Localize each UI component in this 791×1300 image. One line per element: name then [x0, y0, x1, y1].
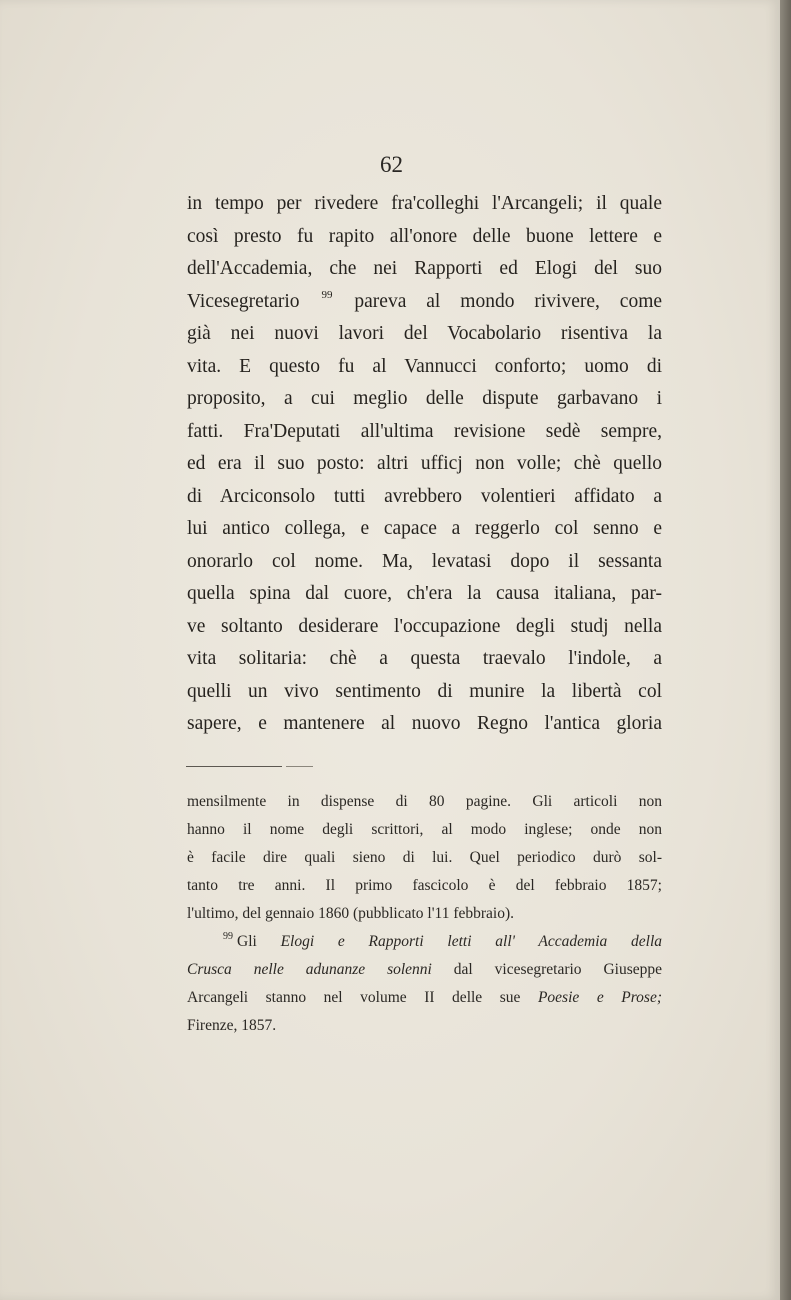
text-fragment: Vicesegretario [187, 290, 300, 312]
footnote-line: è facile dire quali sieno di lui. Quel periodico durò sol- [187, 849, 662, 866]
text-line: lui antico collega, e capace a reggerlo col senno e [187, 518, 662, 539]
italic-title: Poesie e Prose; [537, 989, 662, 1006]
italic-title: Crusca [187, 961, 232, 978]
text-fragment: dal vicesegretario Giuseppe [453, 961, 663, 978]
footnote-99-line [187, 984, 662, 1012]
text-line: ve soltanto desiderare l'occupazione degli studj nella [187, 615, 662, 637]
italic-title: Elogi [280, 933, 315, 950]
footnote-99-line: Firenze, 1857. [187, 1017, 277, 1034]
page-number: 62 [380, 152, 403, 177]
text-fragment: Gli [237, 933, 257, 950]
text-line: onorarlo col nome. Ma, levatasi dopo il sessanta [187, 550, 662, 572]
text-line: quella spina dal cuore, ch'era la causa italiana, par- [187, 583, 662, 604]
footnote-99-line [187, 956, 662, 984]
text-line [187, 286, 662, 319]
main-text [187, 188, 662, 741]
text-line: dell'Accademia, che nei Rapporti ed Elogi del suo [187, 258, 662, 279]
footnote-line: mensilmente in dispense di 80 pagine. Gli articoli non [187, 793, 662, 810]
footnote-marker: 99 [321, 288, 333, 301]
footnote-line: hanno il nome degli scrittori, al modo inglese; onde non [187, 821, 662, 838]
text-line: vita solitaria: chè a questa traevalo l'indole, a [187, 648, 662, 669]
footnote-line: l'ultimo, del gennaio 1860 (pubblicato l'11 febbraio). [187, 905, 514, 922]
text-line: sapere, e mantenere al nuovo Regno l'antica gloria [187, 713, 662, 734]
italic-phrase: nelle adunanze solenni [253, 961, 432, 978]
text-line: vita. E questo fu al Vannucci conforto; uomo di [187, 355, 662, 377]
text-line: fatti. Fra'Deputati all'ultima revisione sedè sempre, [187, 420, 662, 442]
text-line: quelli un vivo sentimento di munire la libertà col [187, 680, 662, 702]
footnote-separator [186, 766, 282, 767]
text-line: già nei nuovi lavori del Vocabolario risentiva la [187, 323, 662, 344]
footnotes [187, 788, 662, 1040]
footnote-number: 99 [223, 931, 233, 942]
page-edge [780, 0, 791, 1300]
text-line: proposito, a cui meglio delle dispute garbavano i [187, 388, 662, 409]
text-line: in tempo per rivedere fra'colleghi l'Arcangeli; il quale [187, 193, 662, 214]
text-fragment: Arcangeli stanno nel volume II delle sue [187, 989, 521, 1006]
italic-title: Rapporti letti all' Accademia della [368, 933, 663, 950]
text-line: ed era il suo posto: altri ufficj non volle; chè quello [187, 453, 662, 474]
text-line: di Arciconsolo tutti avrebbero volentieri affidato a [187, 485, 662, 507]
text-fragment: pareva al mondo rivivere, come [354, 290, 663, 312]
text-line: così presto fu rapito all'onore delle buone lettere e [187, 225, 662, 247]
footnote-99-line [187, 928, 662, 956]
text-fragment: e [337, 933, 345, 950]
footnote-separator-faint [286, 766, 313, 767]
footnote-line: tanto tre anni. Il primo fascicolo è del febbraio 1857; [187, 877, 662, 894]
